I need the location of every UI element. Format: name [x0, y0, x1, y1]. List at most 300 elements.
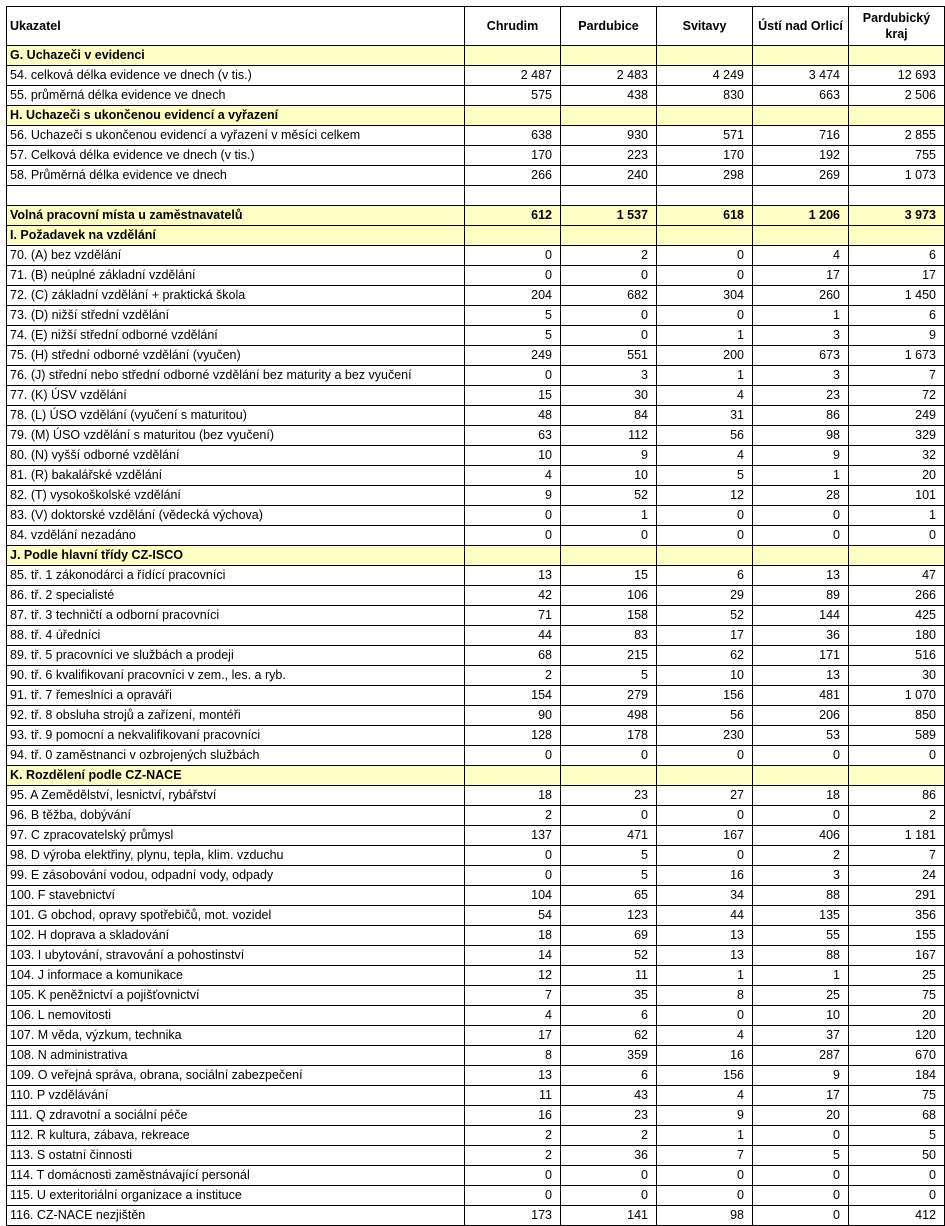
row-label: 100. F stavebnictví	[7, 886, 465, 906]
cell-value: 4	[753, 246, 849, 266]
row-label: 110. P vzdělávání	[7, 1086, 465, 1106]
row-label: 93. tř. 9 pomocní a nekvalifikovaní pracovníci	[7, 726, 465, 746]
table-row	[7, 1126, 945, 1146]
cell-value: 36	[561, 1146, 657, 1166]
cell-value: 16	[465, 1106, 561, 1126]
table-body	[7, 46, 945, 1226]
table-row	[7, 806, 945, 826]
row-label: 115. U exteritoriální organizace a instituce	[7, 1186, 465, 1206]
cell-value: 167	[657, 826, 753, 846]
cell-value: 101	[849, 486, 945, 506]
cell-value	[465, 226, 561, 246]
table-row	[7, 906, 945, 926]
table-row	[7, 486, 945, 506]
cell-value: 17	[753, 266, 849, 286]
cell-value: 0	[849, 746, 945, 766]
row-label: 85. tř. 1 zákonodárci a řídící pracovníci	[7, 566, 465, 586]
table-row	[7, 966, 945, 986]
cell-value: 156	[657, 1066, 753, 1086]
row-label: 79. (M) ÚSO vzdělání s maturitou (bez vyučení)	[7, 426, 465, 446]
cell-value	[465, 546, 561, 566]
cell-value: 589	[849, 726, 945, 746]
table-row	[7, 1206, 945, 1226]
cell-value: 84	[561, 406, 657, 426]
cell-value: 158	[561, 606, 657, 626]
cell-value: 23	[753, 386, 849, 406]
cell-value: 2	[465, 666, 561, 686]
cell-value: 4	[465, 466, 561, 486]
cell-value: 230	[657, 726, 753, 746]
cell-value: 17	[753, 1086, 849, 1106]
cell-value: 2	[561, 246, 657, 266]
column-header-pardubice: Pardubice	[561, 7, 657, 46]
cell-value: 44	[465, 626, 561, 646]
cell-value: 618	[657, 206, 753, 226]
row-label: 58. Průměrná délka evidence ve dnech	[7, 166, 465, 186]
cell-value: 36	[753, 626, 849, 646]
cell-value: 178	[561, 726, 657, 746]
row-label: 104. J informace a komunikace	[7, 966, 465, 986]
cell-value: 16	[657, 1046, 753, 1066]
section-title: G. Uchazeči v evidenci	[7, 46, 465, 66]
cell-value: 1 673	[849, 346, 945, 366]
cell-value: 48	[465, 406, 561, 426]
cell-value: 3	[753, 326, 849, 346]
cell-value: 200	[657, 346, 753, 366]
table-row	[7, 346, 945, 366]
row-label: 77. (K) ÚSV vzdělání	[7, 386, 465, 406]
cell-value	[753, 766, 849, 786]
cell-value: 2 483	[561, 66, 657, 86]
cell-value: 14	[465, 946, 561, 966]
row-label: 84. vzdělání nezadáno	[7, 526, 465, 546]
cell-value	[657, 106, 753, 126]
cell-value: 30	[561, 386, 657, 406]
section-title: H. Uchazeči s ukončenou evidencí a vyřazení	[7, 106, 465, 126]
cell-value: 6	[657, 566, 753, 586]
cell-value: 3 474	[753, 66, 849, 86]
cell-value	[849, 46, 945, 66]
cell-value	[657, 766, 753, 786]
cell-value: 2 487	[465, 66, 561, 86]
table-row	[7, 646, 945, 666]
cell-value: 12	[465, 966, 561, 986]
cell-value: 29	[657, 586, 753, 606]
cell-value: 15	[465, 386, 561, 406]
cell-value	[753, 226, 849, 246]
cell-value: 2	[465, 1146, 561, 1166]
table-row	[7, 386, 945, 406]
table-row	[7, 466, 945, 486]
cell-value: 17	[849, 266, 945, 286]
cell-value: 55	[753, 926, 849, 946]
cell-value: 12 693	[849, 66, 945, 86]
blank-row	[7, 186, 945, 206]
cell-value: 249	[849, 406, 945, 426]
cell-value	[561, 106, 657, 126]
table-row	[7, 566, 945, 586]
cell-value: 438	[561, 86, 657, 106]
row-label: 111. Q zdravotní a sociální péče	[7, 1106, 465, 1126]
cell-value: 141	[561, 1206, 657, 1226]
cell-value: 17	[657, 626, 753, 646]
cell-value: 30	[849, 666, 945, 686]
row-label: 89. tř. 5 pracovníci ve službách a prodeji	[7, 646, 465, 666]
cell-value: 20	[849, 1006, 945, 1026]
cell-value: 0	[753, 1206, 849, 1226]
cell-value	[561, 46, 657, 66]
cell-value: 425	[849, 606, 945, 626]
cell-value: 755	[849, 146, 945, 166]
cell-value: 5	[849, 1126, 945, 1146]
cell-value: 144	[753, 606, 849, 626]
cell-value	[465, 186, 561, 206]
cell-value: 0	[753, 806, 849, 826]
table-row	[7, 326, 945, 346]
cell-value: 6	[849, 246, 945, 266]
cell-value: 112	[561, 426, 657, 446]
cell-value: 167	[849, 946, 945, 966]
cell-value: 63	[465, 426, 561, 446]
cell-value	[657, 546, 753, 566]
cell-value: 11	[465, 1086, 561, 1106]
table-row	[7, 786, 945, 806]
cell-value: 25	[849, 966, 945, 986]
cell-value	[849, 226, 945, 246]
table-row	[7, 1006, 945, 1026]
cell-value: 329	[849, 426, 945, 446]
cell-value: 17	[465, 1026, 561, 1046]
row-label: 94. tř. 0 zaměstnanci v ozbrojených službách	[7, 746, 465, 766]
cell-value: 13	[657, 926, 753, 946]
section-title: J. Podle hlavní třídy CZ-ISCO	[7, 546, 465, 566]
cell-value: 204	[465, 286, 561, 306]
cell-value: 154	[465, 686, 561, 706]
row-label: 112. R kultura, zábava, rekreace	[7, 1126, 465, 1146]
row-label: 102. H doprava a skladování	[7, 926, 465, 946]
cell-value: 47	[849, 566, 945, 586]
table-row	[7, 66, 945, 86]
cell-value: 2	[753, 846, 849, 866]
cell-value: 106	[561, 586, 657, 606]
cell-value: 0	[753, 1166, 849, 1186]
row-label	[7, 186, 465, 206]
cell-value: 83	[561, 626, 657, 646]
table-row	[7, 866, 945, 886]
cell-value: 850	[849, 706, 945, 726]
row-label: 97. C zpracovatelský průmysl	[7, 826, 465, 846]
cell-value: 135	[753, 906, 849, 926]
cell-value	[561, 186, 657, 206]
row-label: 91. tř. 7 řemeslníci a opraváři	[7, 686, 465, 706]
row-label: 75. (H) střední odborné vzdělání (vyučen)	[7, 346, 465, 366]
cell-value: 44	[657, 906, 753, 926]
cell-value: 0	[465, 746, 561, 766]
table-row	[7, 1046, 945, 1066]
section-title: I. Požadavek na vzdělání	[7, 226, 465, 246]
table-row	[7, 506, 945, 526]
row-label: 116. CZ-NACE nezjištěn	[7, 1206, 465, 1226]
cell-value: 0	[849, 1186, 945, 1206]
cell-value: 3	[753, 366, 849, 386]
cell-value: 0	[465, 246, 561, 266]
cell-value: 0	[753, 1186, 849, 1206]
row-label: 109. O veřejná správa, obrana, sociální zabezpečení	[7, 1066, 465, 1086]
cell-value: 0	[657, 846, 753, 866]
cell-value: 86	[849, 786, 945, 806]
table-row	[7, 1066, 945, 1086]
cell-value: 2	[849, 806, 945, 826]
cell-value: 31	[657, 406, 753, 426]
cell-value: 1	[753, 466, 849, 486]
table-row	[7, 406, 945, 426]
cell-value: 406	[753, 826, 849, 846]
cell-value: 9	[465, 486, 561, 506]
cell-value: 170	[657, 146, 753, 166]
cell-value: 4	[465, 1006, 561, 1026]
cell-value: 2	[465, 1126, 561, 1146]
cell-value: 9	[753, 446, 849, 466]
section-header-row	[7, 226, 945, 246]
cell-value: 62	[657, 646, 753, 666]
cell-value: 670	[849, 1046, 945, 1066]
row-label: 56. Uchazeči s ukončenou evidencí a vyřazení v měsíci celkem	[7, 126, 465, 146]
cell-value: 0	[561, 526, 657, 546]
cell-value: 1 450	[849, 286, 945, 306]
cell-value: 260	[753, 286, 849, 306]
cell-value: 6	[561, 1066, 657, 1086]
cell-value: 98	[753, 426, 849, 446]
cell-value: 28	[753, 486, 849, 506]
cell-value: 68	[465, 646, 561, 666]
cell-value: 180	[849, 626, 945, 646]
cell-value	[561, 546, 657, 566]
table-row	[7, 1106, 945, 1126]
cell-value	[657, 226, 753, 246]
statistics-table	[6, 6, 945, 1226]
cell-value: 184	[849, 1066, 945, 1086]
row-label: 114. T domácnosti zaměstnávající personál	[7, 1166, 465, 1186]
row-label: 90. tř. 6 kvalifikovaní pracovníci v zem., les. a ryb.	[7, 666, 465, 686]
cell-value: 5	[465, 326, 561, 346]
cell-value: 0	[465, 866, 561, 886]
cell-value	[753, 106, 849, 126]
cell-value: 298	[657, 166, 753, 186]
cell-value	[849, 546, 945, 566]
cell-value: 32	[849, 446, 945, 466]
cell-value	[465, 46, 561, 66]
cell-value: 5	[561, 666, 657, 686]
cell-value: 8	[657, 986, 753, 1006]
section-header-row	[7, 106, 945, 126]
table-row	[7, 86, 945, 106]
cell-value: 0	[561, 1186, 657, 1206]
cell-value: 4	[657, 386, 753, 406]
cell-value: 673	[753, 346, 849, 366]
row-label: 95. A Zemědělství, lesnictví, rybářství	[7, 786, 465, 806]
row-label: 99. E zásobování vodou, odpadní vody, odpady	[7, 866, 465, 886]
table-row	[7, 1026, 945, 1046]
cell-value: 52	[561, 946, 657, 966]
cell-value: 34	[657, 886, 753, 906]
cell-value: 52	[561, 486, 657, 506]
section-header-row	[7, 766, 945, 786]
cell-value: 88	[753, 946, 849, 966]
cell-value: 1	[657, 1126, 753, 1146]
table-row	[7, 746, 945, 766]
cell-value: 0	[657, 246, 753, 266]
cell-value: 20	[849, 466, 945, 486]
cell-value: 53	[753, 726, 849, 746]
cell-value: 9	[753, 1066, 849, 1086]
cell-value: 1	[849, 506, 945, 526]
cell-value: 1	[657, 966, 753, 986]
cell-value: 471	[561, 826, 657, 846]
cell-value: 86	[753, 406, 849, 426]
cell-value: 830	[657, 86, 753, 106]
cell-value: 173	[465, 1206, 561, 1226]
cell-value: 75	[849, 1086, 945, 1106]
cell-value: 4	[657, 446, 753, 466]
row-label: 57. Celková délka evidence ve dnech (v tis.)	[7, 146, 465, 166]
cell-value: 6	[561, 1006, 657, 1026]
table-row	[7, 266, 945, 286]
table-row	[7, 686, 945, 706]
row-label: 83. (V) doktorské vzdělání (vědecká výchova)	[7, 506, 465, 526]
row-label: 107. M věda, výzkum, technika	[7, 1026, 465, 1046]
cell-value: 88	[753, 886, 849, 906]
table-row	[7, 126, 945, 146]
cell-value: 9	[561, 446, 657, 466]
cell-value: 1 537	[561, 206, 657, 226]
cell-value: 0	[753, 526, 849, 546]
table-row	[7, 306, 945, 326]
table-row	[7, 426, 945, 446]
cell-value: 0	[561, 806, 657, 826]
cell-value	[753, 46, 849, 66]
section-header-row	[7, 546, 945, 566]
cell-value: 249	[465, 346, 561, 366]
cell-value: 13	[753, 666, 849, 686]
cell-value	[465, 766, 561, 786]
cell-value: 120	[849, 1026, 945, 1046]
cell-value: 128	[465, 726, 561, 746]
cell-value: 4	[657, 1086, 753, 1106]
row-label: 54. celková délka evidence ve dnech (v tis.)	[7, 66, 465, 86]
cell-value: 2	[465, 806, 561, 826]
cell-value: 10	[561, 466, 657, 486]
cell-value: 12	[657, 486, 753, 506]
cell-value: 18	[753, 786, 849, 806]
cell-value: 0	[465, 506, 561, 526]
row-label: 76. (J) střední nebo střední odborné vzdělání bez maturity a bez vyučení	[7, 366, 465, 386]
cell-value: 0	[465, 266, 561, 286]
cell-value: 9	[849, 326, 945, 346]
cell-value: 0	[657, 806, 753, 826]
cell-value: 13	[465, 1066, 561, 1086]
row-label: 101. G obchod, opravy spotřebičů, mot. vozidel	[7, 906, 465, 926]
table-row	[7, 706, 945, 726]
cell-value: 62	[561, 1026, 657, 1046]
table-row	[7, 586, 945, 606]
cell-value: 13	[657, 946, 753, 966]
table-header-row	[7, 7, 945, 46]
cell-value: 0	[561, 1166, 657, 1186]
cell-value	[561, 226, 657, 246]
cell-value: 42	[465, 586, 561, 606]
cell-value: 716	[753, 126, 849, 146]
cell-value: 1	[561, 506, 657, 526]
cell-value: 0	[465, 1166, 561, 1186]
cell-value: 356	[849, 906, 945, 926]
cell-value: 8	[465, 1046, 561, 1066]
cell-value: 0	[465, 1186, 561, 1206]
table-row	[7, 926, 945, 946]
cell-value	[561, 766, 657, 786]
cell-value: 3	[561, 366, 657, 386]
column-header-indicator: Ukazatel	[7, 7, 465, 46]
cell-value: 551	[561, 346, 657, 366]
cell-value: 1 206	[753, 206, 849, 226]
cell-value: 0	[465, 526, 561, 546]
row-label: 55. průměrná délka evidence ve dnech	[7, 86, 465, 106]
row-label: 80. (N) vyšší odborné vzdělání	[7, 446, 465, 466]
table-row	[7, 1086, 945, 1106]
row-label: 74. (E) nižší střední odborné vzdělání	[7, 326, 465, 346]
cell-value	[657, 46, 753, 66]
cell-value: 5	[465, 306, 561, 326]
cell-value: 71	[465, 606, 561, 626]
cell-value: 10	[465, 446, 561, 466]
table-row	[7, 846, 945, 866]
cell-value: 0	[657, 1006, 753, 1026]
cell-value: 0	[561, 306, 657, 326]
cell-value: 192	[753, 146, 849, 166]
cell-value: 0	[657, 746, 753, 766]
cell-value: 5	[561, 866, 657, 886]
cell-value: 1	[657, 366, 753, 386]
cell-value: 279	[561, 686, 657, 706]
row-label: 113. S ostatní činnosti	[7, 1146, 465, 1166]
cell-value	[849, 106, 945, 126]
table-row	[7, 886, 945, 906]
table-row	[7, 446, 945, 466]
cell-value: 1 070	[849, 686, 945, 706]
cell-value: 663	[753, 86, 849, 106]
table-row	[7, 726, 945, 746]
cell-value: 15	[561, 566, 657, 586]
cell-value: 5	[561, 846, 657, 866]
row-label: 108. N administrativa	[7, 1046, 465, 1066]
cell-value: 27	[657, 786, 753, 806]
summary-row	[7, 206, 945, 226]
cell-value: 3 973	[849, 206, 945, 226]
table-row	[7, 166, 945, 186]
cell-value: 23	[561, 786, 657, 806]
cell-value	[657, 186, 753, 206]
cell-value: 43	[561, 1086, 657, 1106]
cell-value: 9	[657, 1106, 753, 1126]
row-label: 88. tř. 4 úředníci	[7, 626, 465, 646]
table-row	[7, 1186, 945, 1206]
cell-value: 52	[657, 606, 753, 626]
cell-value: 0	[561, 326, 657, 346]
cell-value: 0	[753, 1126, 849, 1146]
cell-value: 0	[657, 1186, 753, 1206]
cell-value: 240	[561, 166, 657, 186]
cell-value: 682	[561, 286, 657, 306]
row-label: 81. (R) bakalářské vzdělání	[7, 466, 465, 486]
